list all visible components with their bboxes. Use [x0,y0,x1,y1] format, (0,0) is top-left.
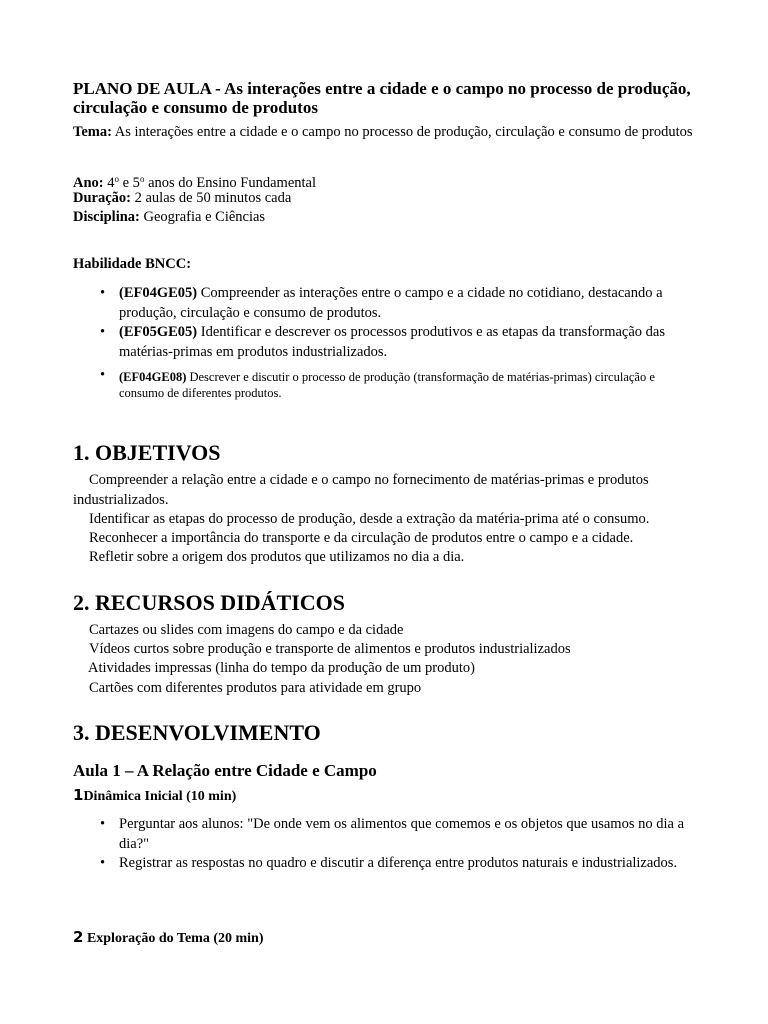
step1-list [73,815,703,874]
step2-number: 2 [73,928,84,946]
objetivo-item: Identificar as etapas do processo de produção, desde a extração da matéria-prima até o consumo. [89,511,650,527]
tema-value: As interações entre a cidade e o campo no processo de produção, circulação e consumo de produtos [111,124,693,140]
bullet-icon: • [100,367,106,383]
habilidade-code: (EF05GE05) [119,324,198,340]
step1-item [73,815,703,854]
tema-label: Tema: [73,124,112,140]
disciplina-value: Geografia e Ciências [139,209,266,225]
habilidade-list-small [73,369,703,401]
step1-number: 1 [73,786,84,804]
objetivo-item: Compreender a relação entre a cidade e o campo no fornecimento de matérias-primas e produtos industrializados. [73,472,649,508]
step1-label: Dinâmica Inicial (10 min) [83,789,237,804]
habilidade-text: Compreender as interações entre o campo e a cidade no cotidiano, destacando a produção, circulação e consumo de produtos. [119,285,663,321]
step1-item-text: Registrar as respostas no quadro e discutir a diferença entre produtos naturais e industrializados. [119,855,678,871]
step1-heading [73,786,236,806]
ano-value-5: e 5 [119,175,140,191]
step2-label: Exploração do Tema (20 min) [83,931,264,946]
step1-item [73,854,703,874]
habilidade-heading: Habilidade BNCC: [73,256,192,272]
duracao-value: 2 aulas de 50 minutos cada [131,190,292,206]
bullet-icon: • [100,285,106,301]
ano-label: Ano: [73,175,104,191]
objetivos-heading: 1. OBJETIVOS [73,440,221,465]
ano-ordinal-1: o [114,174,119,184]
bullet-icon: • [100,816,106,832]
objetivo-item: Reconhecer a importância do transporte e da circulação de produtos entre o campo e a cidade. [89,530,634,546]
desenvolvimento-heading: 3. DESENVOLVIMENTO [73,720,321,745]
duracao-label: Duração: [73,190,131,206]
ano-rest: anos do Ensino Fundamental [144,175,317,191]
step1-item-text: Perguntar aos alunos: "De onde vem os alimentos que comemos e os objetos que usamos no dia a dia?" [119,816,685,852]
disciplina-label: Disciplina: [73,209,140,225]
bullet-icon: • [100,855,106,871]
objetivo-item: Refletir sobre a origem dos produtos que utilizamos no dia a dia. [89,549,465,565]
habilidade-text: Identificar e descrever os processos produtivos e as etapas da transformação das matérias-primas em produtos industrializados. [119,324,665,360]
tema-line [73,123,703,143]
recurso-item: Vídeos curtos sobre produção e transporte de alimentos e produtos industrializados [89,641,571,657]
recurso-item: Cartazes ou slides com imagens do campo e da cidade [89,622,404,638]
disciplina-line [73,208,703,228]
recurso-item: Atividades impressas (linha do tempo da produção de um produto) [88,660,475,676]
habilidade-text: Descrever e discutir o processo de produção (transformação de matérias-primas) circulação e consumo de diferentes produtos. [119,370,655,400]
ano-value-4: 4 [103,175,115,191]
document-title: PLANO DE AULA - As interações entre a cidade e o campo no processo de produção, circulação e consumo de produtos [73,79,691,117]
recurso-item: Cartões com diferentes produtos para atividade em grupo [89,680,422,696]
habilidade-item [73,323,703,362]
ano-ordinal-2: o [139,174,145,184]
bullet-icon: • [100,324,106,340]
habilidade-item [73,369,703,401]
aula1-heading: Aula 1 – A Relação entre Cidade e Campo [73,761,377,780]
duracao-line [73,189,703,209]
habilidade-item [73,284,703,323]
recursos-heading: 2. RECURSOS DIDÁTICOS [73,590,346,615]
habilidade-code: (EF04GE08) [119,370,187,384]
habilidade-code: (EF04GE05) [119,285,198,301]
step2-heading [73,928,264,948]
habilidade-list [73,284,703,362]
